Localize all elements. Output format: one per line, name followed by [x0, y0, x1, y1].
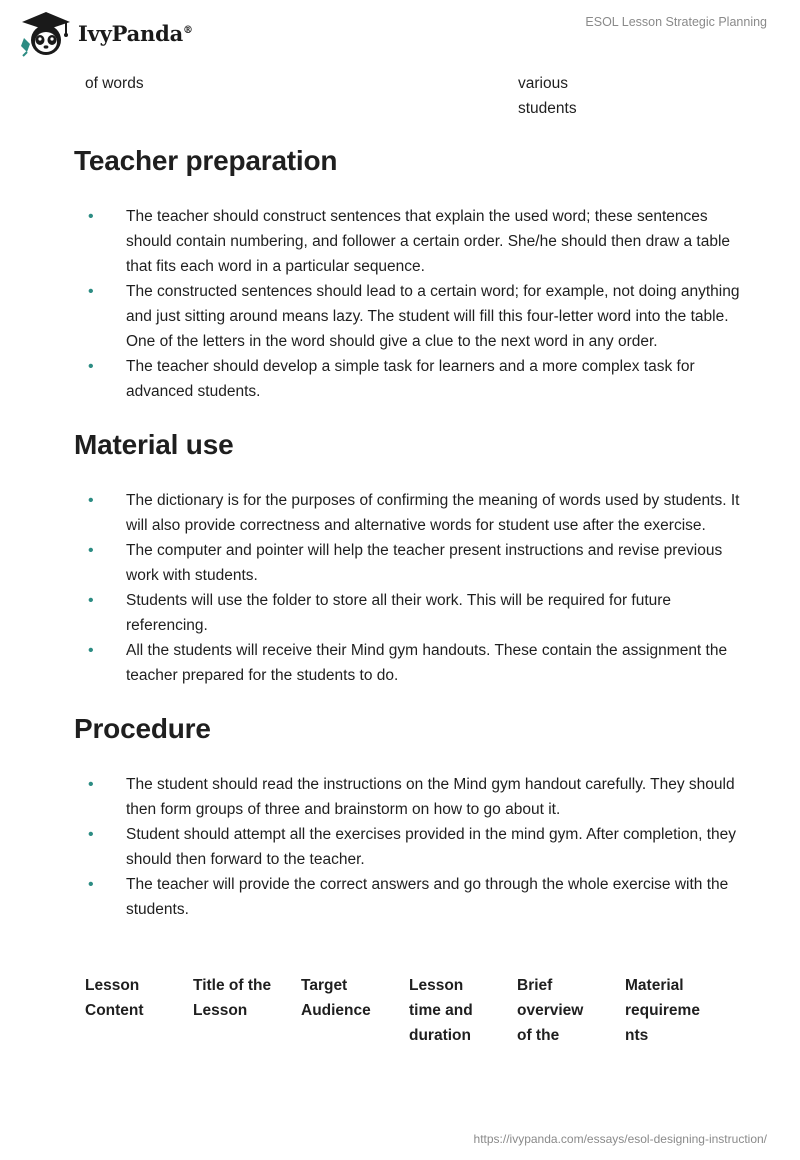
list-item: • Student should attempt all the exercises provided in the mind gym. After completion, they should then forward to the teacher.	[74, 822, 754, 872]
table-header-cell: Lesson Content	[85, 977, 144, 1019]
bullet-dot-icon: •	[88, 776, 94, 793]
bullet-dot-icon: •	[88, 876, 94, 893]
list-item: • The teacher will provide the correct answers and go through the whole exercise with the students.	[74, 872, 754, 922]
section-heading-material-use: Material use	[74, 429, 234, 460]
continuation-cell-left: of words	[85, 75, 144, 92]
procedure-list	[74, 772, 754, 922]
table-header-cell: Target Audience	[301, 977, 371, 1019]
list-item: • All the students will receive their Mind gym handouts. These contain the assignment the teacher prepared for the students to do.	[74, 638, 754, 688]
continuation-cell-right	[518, 71, 577, 121]
section-heading-teacher-preparation: Teacher preparation	[74, 145, 338, 176]
teacher-preparation-list	[74, 204, 754, 404]
continuation-line: various	[518, 75, 568, 92]
list-item: • The computer and pointer will help the teacher present instructions and revise previous work with students.	[74, 538, 754, 588]
document-title: ESOL Lesson Strategic Planning	[585, 15, 767, 29]
bullet-dot-icon: •	[88, 826, 94, 843]
bullet-dot-icon: •	[88, 592, 94, 609]
list-item: • Students will use the folder to store all their work. This will be required for future referencing.	[74, 588, 754, 638]
list-item: • The dictionary is for the purposes of confirming the meaning of words used by students. It will also provide correctness and alternative words for student use after the exercise.	[74, 488, 754, 538]
list-item: • The constructed sentences should lead to a certain word; for example, not doing anything and just sitting around means lazy. The student will fill this four-letter word into the table. One of the letters in the word should give a clue to the next word in any order.	[74, 279, 754, 354]
section-heading-procedure: Procedure	[74, 713, 211, 744]
main-content	[74, 140, 754, 942]
continuation-line: students	[518, 100, 577, 117]
brand-name: IvyPanda®	[78, 20, 193, 46]
page-header	[0, 0, 800, 64]
panda-graduate-icon	[14, 8, 74, 58]
bullet-dot-icon: •	[88, 642, 94, 659]
bullet-dot-icon: •	[88, 542, 94, 559]
material-use-list	[74, 488, 754, 688]
list-item: • The student should read the instructions on the Mind gym handout carefully. They should then form groups of three and brainstorm on how to go about it.	[74, 772, 754, 822]
table-header-cell: Lesson time and duration	[409, 977, 473, 1044]
bullet-dot-icon: •	[88, 208, 94, 225]
bullet-dot-icon: •	[88, 283, 94, 300]
table-header-cell: Material requireme nts	[625, 977, 700, 1044]
table-header-cell: Title of the Lesson	[193, 977, 272, 1019]
list-item: • The teacher should develop a simple task for learners and a more complex task for advanced students.	[74, 354, 754, 404]
brand-logo[interactable]	[14, 8, 193, 58]
bullet-dot-icon: •	[88, 492, 94, 509]
table-header-cell: Brief overview of the	[517, 977, 584, 1044]
bullet-dot-icon: •	[88, 358, 94, 375]
list-item: • The teacher should construct sentences that explain the used word; these sentences should contain numbering, and follower a certain order. She/he should then draw a table that fits each word in a particular sequence.	[74, 204, 754, 279]
source-url-link[interactable]: https://ivypanda.com/essays/esol-designing-instruction/	[473, 1132, 767, 1146]
lesson-table-header	[85, 973, 733, 1048]
